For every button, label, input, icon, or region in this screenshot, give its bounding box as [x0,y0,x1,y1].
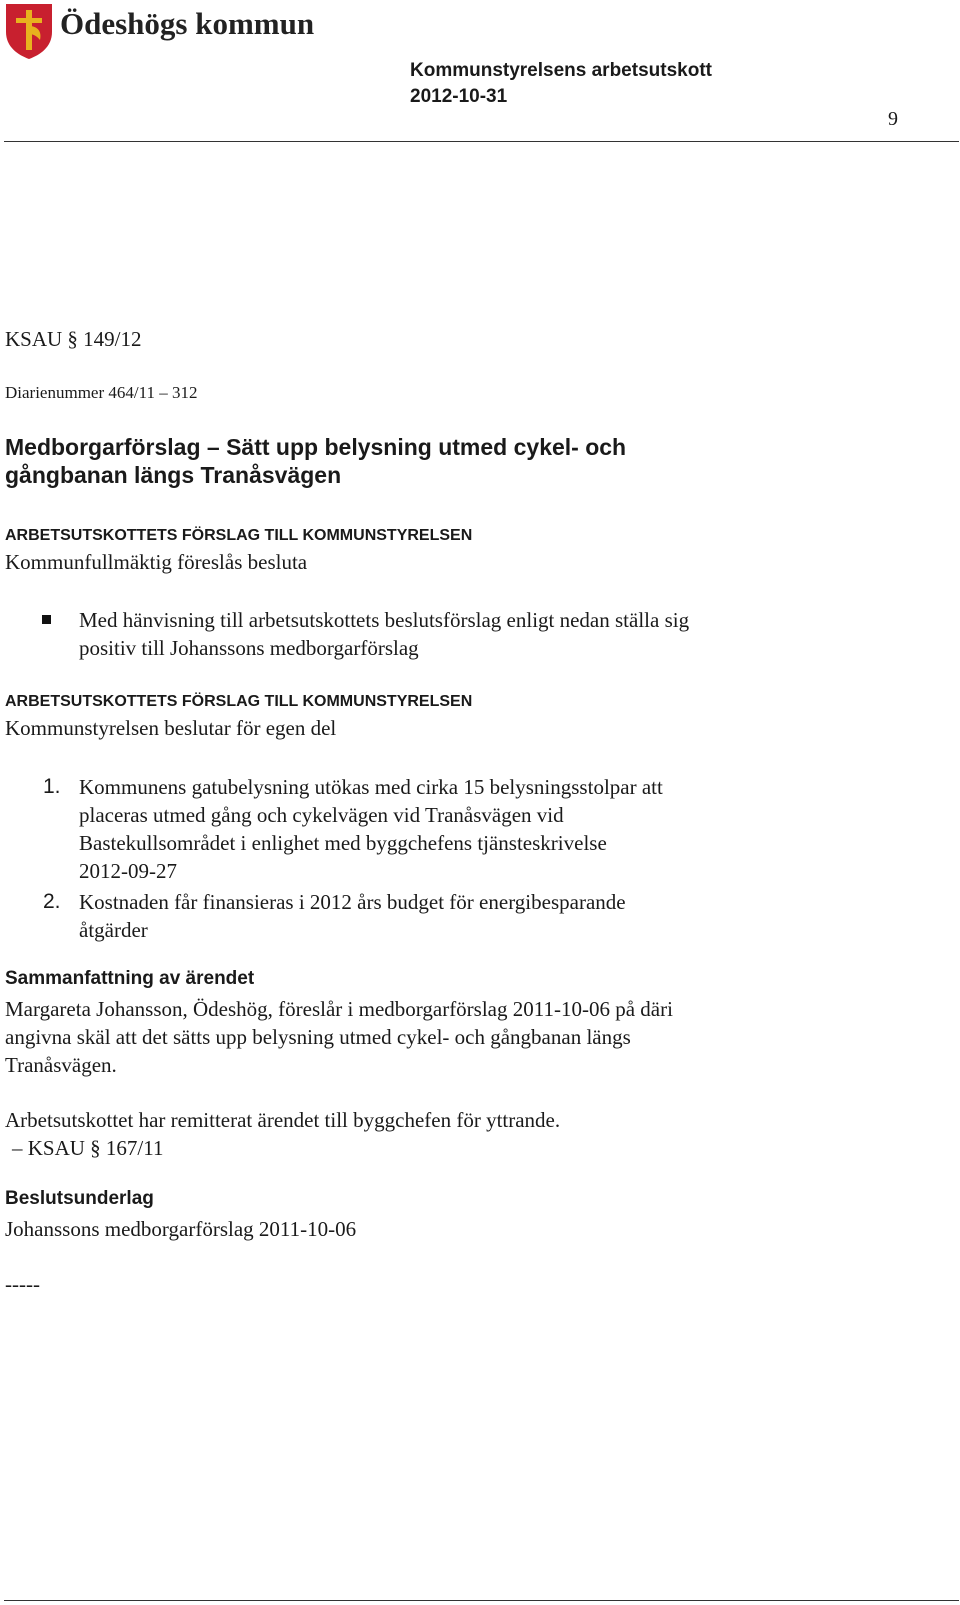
footer-divider [4,1600,959,1601]
proposal-heading-kf: ARBETSUTSKOTTETS FÖRSLAG TILL KOMMUNSTYRELSEN [5,527,473,544]
bullet-text-line-2: positiv till Johanssons medborgarförslag [79,636,419,660]
municipality-logo-text: Ödeshögs kommun [60,6,315,41]
header-date: 2012-10-31 [410,86,508,107]
page-number: 9 [888,108,898,130]
list-item-number: 2. [43,890,61,913]
end-marker: ----- [5,1272,40,1296]
summary-text-line: angivna skäl att det sätts upp belysning utmed cykel- och gångbanan längs [5,1025,631,1049]
proposal-intro-ks: Kommunstyrelsen beslutar för egen del [5,716,337,740]
proposal-intro-kf: Kommunfullmäktig föreslås besluta [5,550,308,574]
municipality-crest-icon [4,2,54,60]
list-item-number: 1. [43,775,61,798]
list-item-text: Kostnaden får finansieras i 2012 års budget för energibesparande [79,890,626,914]
square-bullet-icon [42,615,51,624]
case-title-line-2: gångbanan längs Tranåsvägen [5,462,342,488]
list-item-text: 2012-09-27 [79,859,177,883]
summary-heading: Sammanfattning av ärendet [5,968,255,989]
case-title-line-1: Medborgarförslag – Sätt upp belysning utmed cykel- och [5,434,627,460]
summary-text-line: Margareta Johansson, Ödeshög, föreslår i medborgarförslag 2011-10-06 på däri [5,997,673,1021]
case-paragraph-number: KSAU § 149/12 [5,327,142,351]
remit-reference: – KSAU § 167/11 [12,1136,164,1160]
diary-number: Diarienummer 464/11 – 312 [5,383,198,402]
list-item-text: åtgärder [79,918,148,942]
bullet-text-line-1: Med hänvisning till arbetsutskottets beslutsförslag enligt nedan ställa sig [79,608,690,632]
decision-basis-heading: Beslutsunderlag [5,1188,154,1209]
header-divider [4,141,959,142]
list-item-text: Kommunens gatubelysning utökas med cirka 15 belysningsstolpar att [79,775,663,799]
remit-text: Arbetsutskottet har remitterat ärendet till byggchefen för yttrande. [5,1108,561,1132]
proposal-heading-ks: ARBETSUTSKOTTETS FÖRSLAG TILL KOMMUNSTYRELSEN [5,693,473,710]
list-item-text: placeras utmed gång och cykelvägen vid Tranåsvägen vid [79,803,564,827]
list-item-text: Bastekullsområdet i enlighet med byggchefens tjänsteskrivelse [79,831,607,855]
header-committee: Kommunstyrelsens arbetsutskott [410,60,712,81]
decision-basis-item: Johanssons medborgarförslag 2011-10-06 [5,1217,357,1241]
summary-text-line: Tranåsvägen. [5,1053,117,1077]
